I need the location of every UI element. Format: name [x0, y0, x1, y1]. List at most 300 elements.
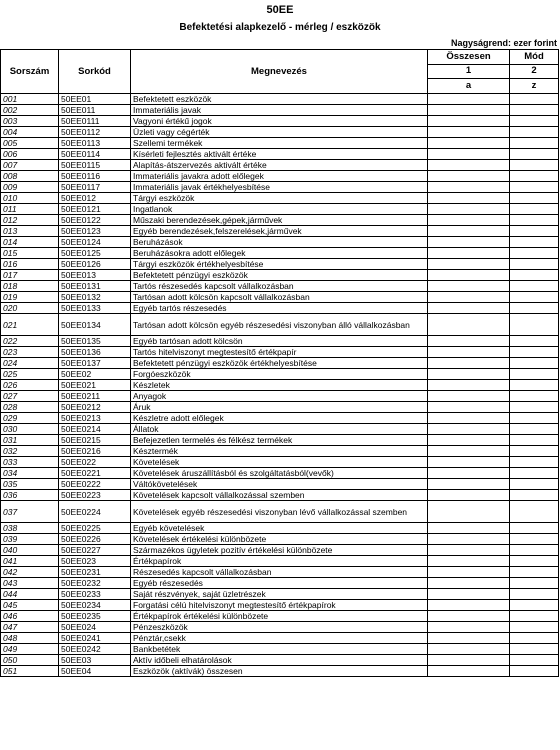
row-value-osszesen[interactable] — [428, 490, 510, 501]
row-megnevezes: Készletek — [131, 380, 428, 391]
row-value-osszesen[interactable] — [428, 193, 510, 204]
row-sorkod: 50EE0211 — [59, 391, 131, 402]
row-value-osszesen[interactable] — [428, 589, 510, 600]
table-row — [1, 292, 559, 303]
col-header-mod: Mód — [510, 50, 559, 65]
row-megnevezes: Üzleti vagy cégérték — [131, 127, 428, 138]
row-value-osszesen[interactable] — [428, 479, 510, 490]
row-megnevezes: Állatok — [131, 424, 428, 435]
table-row — [1, 446, 559, 457]
row-sorkod: 50EE0113 — [59, 138, 131, 149]
row-value-mod[interactable] — [510, 336, 559, 347]
row-value-osszesen[interactable] — [428, 457, 510, 468]
table-row — [1, 149, 559, 160]
row-value-osszesen[interactable] — [428, 138, 510, 149]
row-value-mod[interactable] — [510, 589, 559, 600]
col-letter-mod: z — [510, 79, 559, 94]
row-value-mod[interactable] — [510, 633, 559, 644]
row-sorkod: 50EE0133 — [59, 303, 131, 314]
row-sorszam: 012 — [1, 215, 59, 226]
row-megnevezes: Áruk — [131, 402, 428, 413]
row-sorkod: 50EE0117 — [59, 182, 131, 193]
row-value-osszesen[interactable] — [428, 578, 510, 589]
report-code: 50EE — [266, 4, 294, 16]
row-value-mod[interactable] — [510, 138, 559, 149]
row-sorkod: 50EE011 — [59, 105, 131, 116]
row-megnevezes: Forgatási célú hitelviszonyt megtestesítő értékpapírok — [131, 600, 428, 611]
row-value-osszesen[interactable] — [428, 248, 510, 259]
row-sorkod: 50EE024 — [59, 622, 131, 633]
row-value-osszesen[interactable] — [428, 149, 510, 160]
row-sorszam: 014 — [1, 237, 59, 248]
row-value-osszesen[interactable] — [428, 402, 510, 413]
row-sorszam: 039 — [1, 534, 59, 545]
row-sorszam: 037 — [1, 501, 59, 523]
row-value-mod[interactable] — [510, 369, 559, 380]
row-sorszam: 007 — [1, 160, 59, 171]
table-row — [1, 281, 559, 292]
row-megnevezes: Beruházásokra adott előlegek — [131, 248, 428, 259]
row-megnevezes: Alapítás-átszervezés aktivált értéke — [131, 160, 428, 171]
row-sorszam: 004 — [1, 127, 59, 138]
row-sorszam: 025 — [1, 369, 59, 380]
row-megnevezes: Ingatlanok — [131, 204, 428, 215]
row-megnevezes: Pénztár,csekk — [131, 633, 428, 644]
row-sorkod: 50EE04 — [59, 666, 131, 677]
row-value-mod[interactable] — [510, 424, 559, 435]
row-megnevezes: Kísérleti fejlesztés aktivált értéke — [131, 149, 428, 160]
row-sorszam: 006 — [1, 149, 59, 160]
table-row — [1, 534, 559, 545]
row-value-osszesen[interactable] — [428, 303, 510, 314]
row-sorkod: 50EE0213 — [59, 413, 131, 424]
row-sorkod: 50EE0137 — [59, 358, 131, 369]
table-row — [1, 303, 559, 314]
row-sorkod: 50EE0212 — [59, 402, 131, 413]
row-value-mod[interactable] — [510, 490, 559, 501]
col-number-osszesen: 1 — [428, 64, 510, 79]
row-value-mod[interactable] — [510, 534, 559, 545]
row-megnevezes: Részesedés kapcsolt vállalkozásban — [131, 567, 428, 578]
row-value-osszesen[interactable] — [428, 644, 510, 655]
table-row — [1, 248, 559, 259]
row-sorszam: 001 — [1, 94, 59, 105]
table-row — [1, 578, 559, 589]
row-value-mod[interactable] — [510, 545, 559, 556]
table-row — [1, 413, 559, 424]
row-sorkod: 50EE0233 — [59, 589, 131, 600]
row-megnevezes: Származékos ügyletek pozitív értékelési különbözete — [131, 545, 428, 556]
row-megnevezes: Tartós hitelviszonyt megtestesítő értékpapír — [131, 347, 428, 358]
row-sorszam: 018 — [1, 281, 59, 292]
row-sorszam: 047 — [1, 622, 59, 633]
row-sorszam: 035 — [1, 479, 59, 490]
row-sorszam: 017 — [1, 270, 59, 281]
table-row — [1, 424, 559, 435]
row-value-osszesen[interactable] — [428, 600, 510, 611]
row-sorszam: 026 — [1, 380, 59, 391]
row-value-osszesen[interactable] — [428, 105, 510, 116]
row-value-mod[interactable] — [510, 468, 559, 479]
row-sorszam: 010 — [1, 193, 59, 204]
row-sorszam: 038 — [1, 523, 59, 534]
row-sorszam: 033 — [1, 457, 59, 468]
row-sorszam: 034 — [1, 468, 59, 479]
table-row — [1, 314, 559, 336]
row-sorkod: 50EE0111 — [59, 116, 131, 127]
col-header-sorkod: Sorkód — [59, 50, 131, 94]
row-sorkod: 50EE0235 — [59, 611, 131, 622]
row-sorszam: 005 — [1, 138, 59, 149]
row-value-mod[interactable] — [510, 600, 559, 611]
row-megnevezes: Befektetett pénzügyi eszközök — [131, 270, 428, 281]
table-row — [1, 391, 559, 402]
table-row — [1, 94, 559, 105]
row-value-osszesen[interactable] — [428, 369, 510, 380]
row-sorkod: 50EE01 — [59, 94, 131, 105]
row-megnevezes: Váltókövetelések — [131, 479, 428, 490]
row-value-mod[interactable] — [510, 479, 559, 490]
row-sorkod: 50EE0224 — [59, 501, 131, 523]
row-megnevezes: Anyagok — [131, 391, 428, 402]
row-value-osszesen[interactable] — [428, 358, 510, 369]
row-sorszam: 051 — [1, 666, 59, 677]
row-value-osszesen[interactable] — [428, 391, 510, 402]
row-sorkod: 50EE0225 — [59, 523, 131, 534]
row-sorkod: 50EE0136 — [59, 347, 131, 358]
row-value-mod[interactable] — [510, 292, 559, 303]
col-letter-osszesen: a — [428, 79, 510, 94]
table-row — [1, 160, 559, 171]
row-sorszam: 028 — [1, 402, 59, 413]
row-value-mod[interactable] — [510, 446, 559, 457]
row-value-osszesen[interactable] — [428, 336, 510, 347]
table-row — [1, 545, 559, 556]
row-value-osszesen[interactable] — [428, 534, 510, 545]
row-sorkod: 50EE0131 — [59, 281, 131, 292]
row-sorkod: 50EE012 — [59, 193, 131, 204]
row-value-osszesen[interactable] — [428, 314, 510, 336]
row-value-osszesen[interactable] — [428, 160, 510, 171]
row-megnevezes: Eszközök (aktívák) összesen — [131, 666, 428, 677]
unit-label: Nagyságrend: ezer forint — [450, 38, 557, 48]
row-value-mod[interactable] — [510, 303, 559, 314]
row-value-osszesen[interactable] — [428, 215, 510, 226]
table-body — [1, 94, 559, 677]
row-sorkod: 50EE023 — [59, 556, 131, 567]
row-value-osszesen[interactable] — [428, 666, 510, 677]
row-value-osszesen[interactable] — [428, 237, 510, 248]
row-sorkod: 50EE0242 — [59, 644, 131, 655]
row-value-mod[interactable] — [510, 248, 559, 259]
row-value-mod[interactable] — [510, 523, 559, 534]
row-sorszam: 045 — [1, 600, 59, 611]
row-value-mod[interactable] — [510, 182, 559, 193]
row-value-mod[interactable] — [510, 226, 559, 237]
table-row — [1, 116, 559, 127]
row-megnevezes: Immateriális javak értékhelyesbítése — [131, 182, 428, 193]
row-sorkod: 50EE0232 — [59, 578, 131, 589]
col-header-megnevezes: Megnevezés — [131, 50, 428, 94]
row-megnevezes: Tartós részesedés kapcsolt vállalkozásban — [131, 281, 428, 292]
row-value-mod[interactable] — [510, 281, 559, 292]
row-value-osszesen[interactable] — [428, 501, 510, 523]
row-sorszam: 013 — [1, 226, 59, 237]
row-value-osszesen[interactable] — [428, 259, 510, 270]
row-megnevezes: Egyéb részesedés — [131, 578, 428, 589]
row-sorkod: 50EE0115 — [59, 160, 131, 171]
row-value-mod[interactable] — [510, 358, 559, 369]
table-row — [1, 556, 559, 567]
row-sorkod: 50EE0234 — [59, 600, 131, 611]
row-value-osszesen[interactable] — [428, 171, 510, 182]
row-sorkod: 50EE0116 — [59, 171, 131, 182]
row-sorkod: 50EE0215 — [59, 435, 131, 446]
col-number-mod: 2 — [510, 64, 559, 79]
table-row — [1, 259, 559, 270]
table-row — [1, 479, 559, 490]
row-megnevezes: Beruházások — [131, 237, 428, 248]
row-megnevezes: Tartósan adott kölcsön kapcsolt vállalkozásban — [131, 292, 428, 303]
row-value-osszesen[interactable] — [428, 94, 510, 105]
table-row — [1, 369, 559, 380]
row-value-mod[interactable] — [510, 237, 559, 248]
row-sorszam: 016 — [1, 259, 59, 270]
row-megnevezes: Tárgyi eszközök értékhelyesbítése — [131, 259, 428, 270]
row-sorszam: 043 — [1, 578, 59, 589]
row-value-osszesen[interactable] — [428, 633, 510, 644]
row-sorszam: 031 — [1, 435, 59, 446]
row-value-mod[interactable] — [510, 259, 559, 270]
row-value-osszesen[interactable] — [428, 292, 510, 303]
row-megnevezes: Befejezetlen termelés és félkész termékek — [131, 435, 428, 446]
row-value-osszesen[interactable] — [428, 468, 510, 479]
table-row — [1, 644, 559, 655]
table-row — [1, 490, 559, 501]
row-megnevezes: Műszaki berendezések,gépek,járművek — [131, 215, 428, 226]
row-sorkod: 50EE0126 — [59, 259, 131, 270]
row-sorkod: 50EE022 — [59, 457, 131, 468]
row-value-mod[interactable] — [510, 457, 559, 468]
row-sorkod: 50EE0214 — [59, 424, 131, 435]
row-sorszam: 036 — [1, 490, 59, 501]
row-sorszam: 024 — [1, 358, 59, 369]
row-value-osszesen[interactable] — [428, 567, 510, 578]
row-value-mod[interactable] — [510, 149, 559, 160]
row-sorszam: 002 — [1, 105, 59, 116]
row-sorkod: 50EE021 — [59, 380, 131, 391]
table-row — [1, 182, 559, 193]
row-sorkod: 50EE02 — [59, 369, 131, 380]
table-row — [1, 666, 559, 677]
row-value-mod[interactable] — [510, 611, 559, 622]
row-megnevezes: Tartósan adott kölcsön egyéb részesedési viszonyban álló vállalkozásban — [131, 314, 428, 336]
row-sorkod: 50EE0216 — [59, 446, 131, 457]
table-row — [1, 336, 559, 347]
row-value-osszesen[interactable] — [428, 556, 510, 567]
table-row — [1, 468, 559, 479]
row-megnevezes: Pénzeszközök — [131, 622, 428, 633]
row-value-mod[interactable] — [510, 402, 559, 413]
row-value-mod[interactable] — [510, 314, 559, 336]
row-megnevezes: Késztermék — [131, 446, 428, 457]
row-sorszam: 003 — [1, 116, 59, 127]
row-megnevezes: Követelések egyéb részesedési viszonyban lévő vállalkozással szemben — [131, 501, 428, 523]
row-megnevezes: Forgóeszközök — [131, 369, 428, 380]
row-megnevezes: Készletre adott előlegek — [131, 413, 428, 424]
row-value-mod[interactable] — [510, 413, 559, 424]
row-megnevezes: Immateriális javakra adott előlegek — [131, 171, 428, 182]
table-row — [1, 226, 559, 237]
table-row — [1, 347, 559, 358]
table-row — [1, 600, 559, 611]
row-sorkod: 50EE0114 — [59, 149, 131, 160]
row-value-mod[interactable] — [510, 193, 559, 204]
row-sorkod: 50EE0125 — [59, 248, 131, 259]
row-megnevezes: Követelések — [131, 457, 428, 468]
row-value-osszesen[interactable] — [428, 281, 510, 292]
row-value-osszesen[interactable] — [428, 116, 510, 127]
row-value-mod[interactable] — [510, 380, 559, 391]
row-value-mod[interactable] — [510, 666, 559, 677]
row-sorkod: 50EE0222 — [59, 479, 131, 490]
row-sorszam: 023 — [1, 347, 59, 358]
row-megnevezes: Értékpapírok — [131, 556, 428, 567]
row-value-osszesen[interactable] — [428, 270, 510, 281]
row-sorkod: 50EE0223 — [59, 490, 131, 501]
row-megnevezes: Immateriális javak — [131, 105, 428, 116]
table-row — [1, 457, 559, 468]
row-value-osszesen[interactable] — [428, 424, 510, 435]
row-value-mod[interactable] — [510, 171, 559, 182]
row-value-osszesen[interactable] — [428, 347, 510, 358]
row-sorkod: 50EE0121 — [59, 204, 131, 215]
row-value-mod[interactable] — [510, 94, 559, 105]
table-row — [1, 501, 559, 523]
row-value-mod[interactable] — [510, 105, 559, 116]
col-header-osszesen: Összesen — [428, 50, 510, 65]
row-value-osszesen[interactable] — [428, 611, 510, 622]
table-row — [1, 611, 559, 622]
row-megnevezes: Egyéb tartós részesedés — [131, 303, 428, 314]
row-value-mod[interactable] — [510, 435, 559, 446]
row-sorkod: 50EE0227 — [59, 545, 131, 556]
row-value-osszesen[interactable] — [428, 446, 510, 457]
row-sorkod: 50EE0226 — [59, 534, 131, 545]
table-row — [1, 215, 559, 226]
table-row — [1, 193, 559, 204]
table-row — [1, 589, 559, 600]
row-megnevezes: Egyéb követelések — [131, 523, 428, 534]
row-sorszam: 019 — [1, 292, 59, 303]
row-value-mod[interactable] — [510, 644, 559, 655]
row-sorkod: 50EE0134 — [59, 314, 131, 336]
row-sorszam: 015 — [1, 248, 59, 259]
row-value-mod[interactable] — [510, 127, 559, 138]
row-sorszam: 044 — [1, 589, 59, 600]
row-sorkod: 50EE0123 — [59, 226, 131, 237]
table-row — [1, 523, 559, 534]
row-value-osszesen[interactable] — [428, 655, 510, 666]
row-sorkod: 50EE03 — [59, 655, 131, 666]
table-row — [1, 633, 559, 644]
row-megnevezes: Tárgyi eszközök — [131, 193, 428, 204]
row-value-mod[interactable] — [510, 578, 559, 589]
row-value-osszesen[interactable] — [428, 204, 510, 215]
row-value-mod[interactable] — [510, 215, 559, 226]
table-row — [1, 380, 559, 391]
row-value-mod[interactable] — [510, 391, 559, 402]
row-value-osszesen[interactable] — [428, 622, 510, 633]
row-value-osszesen[interactable] — [428, 523, 510, 534]
row-value-mod[interactable] — [510, 160, 559, 171]
row-megnevezes: Aktív időbeli elhatárolások — [131, 655, 428, 666]
table-row — [1, 655, 559, 666]
table-row — [1, 204, 559, 215]
row-sorszam: 020 — [1, 303, 59, 314]
row-value-osszesen[interactable] — [428, 226, 510, 237]
report-title: Befektetési alapkezelő - mérleg / eszközök — [179, 22, 381, 33]
row-value-osszesen[interactable] — [428, 380, 510, 391]
row-megnevezes: Bankbetétek — [131, 644, 428, 655]
table-row — [1, 127, 559, 138]
row-megnevezes: Egyéb tartósan adott kölcsön — [131, 336, 428, 347]
col-header-sorszam: Sorszám — [1, 50, 59, 94]
row-sorszam: 021 — [1, 314, 59, 336]
row-value-osszesen[interactable] — [428, 182, 510, 193]
row-sorkod: 50EE0122 — [59, 215, 131, 226]
row-value-mod[interactable] — [510, 270, 559, 281]
row-megnevezes: Egyéb berendezések,felszerelések,járművek — [131, 226, 428, 237]
row-megnevezes: Értékpapírok értékelési különbözete — [131, 611, 428, 622]
table-row — [1, 435, 559, 446]
row-sorszam: 032 — [1, 446, 59, 457]
row-value-osszesen[interactable] — [428, 127, 510, 138]
row-value-mod[interactable] — [510, 567, 559, 578]
balance-sheet-table — [0, 49, 559, 677]
row-value-osszesen[interactable] — [428, 435, 510, 446]
table-row — [1, 567, 559, 578]
row-value-mod[interactable] — [510, 501, 559, 523]
row-value-mod[interactable] — [510, 347, 559, 358]
row-megnevezes: Befektetett eszközök — [131, 94, 428, 105]
row-sorszam: 049 — [1, 644, 59, 655]
row-sorszam: 008 — [1, 171, 59, 182]
row-value-mod[interactable] — [510, 204, 559, 215]
row-sorkod: 50EE0132 — [59, 292, 131, 303]
table-row — [1, 358, 559, 369]
row-sorkod: 50EE0241 — [59, 633, 131, 644]
row-value-mod[interactable] — [510, 556, 559, 567]
row-value-mod[interactable] — [510, 655, 559, 666]
row-value-osszesen[interactable] — [428, 413, 510, 424]
row-value-mod[interactable] — [510, 622, 559, 633]
row-sorszam: 050 — [1, 655, 59, 666]
row-megnevezes: Vagyoni értékű jogok — [131, 116, 428, 127]
row-megnevezes: Követelések kapcsolt vállalkozással szemben — [131, 490, 428, 501]
row-sorkod: 50EE0112 — [59, 127, 131, 138]
row-sorkod: 50EE0231 — [59, 567, 131, 578]
row-megnevezes: Szellemi termékek — [131, 138, 428, 149]
table-row — [1, 138, 559, 149]
row-megnevezes: Követelések áruszállításból és szolgáltatásból(vevők) — [131, 468, 428, 479]
table-row — [1, 171, 559, 182]
row-megnevezes: Követelések értékelési különbözete — [131, 534, 428, 545]
row-value-mod[interactable] — [510, 116, 559, 127]
row-value-osszesen[interactable] — [428, 545, 510, 556]
table-row — [1, 402, 559, 413]
row-sorkod: 50EE013 — [59, 270, 131, 281]
